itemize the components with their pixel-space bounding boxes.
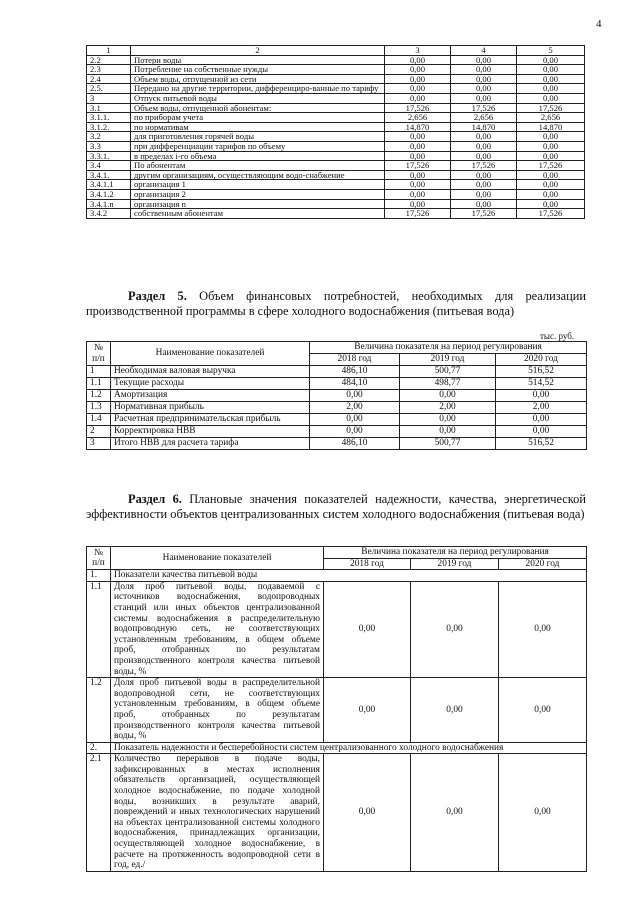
row-num: 3.4.1. bbox=[87, 170, 131, 180]
value-cell: 2,00 bbox=[496, 402, 587, 414]
table-row bbox=[87, 390, 587, 402]
value-cell: 0,00 bbox=[499, 754, 587, 872]
water-volume-table-body bbox=[87, 55, 585, 218]
row-num: 2.2 bbox=[87, 55, 131, 65]
value-cell: 0,00 bbox=[517, 132, 585, 142]
table-row bbox=[87, 84, 585, 94]
row-label: организация 1 bbox=[131, 180, 385, 190]
reliability-indicators-table bbox=[86, 546, 587, 872]
table-row bbox=[87, 438, 587, 450]
value-cell: 486,10 bbox=[310, 366, 400, 378]
table-row bbox=[87, 678, 587, 743]
value-cell: 0,00 bbox=[324, 754, 411, 872]
section-title: Показатели качества питьевой воды bbox=[111, 570, 587, 582]
row-num: 3.4 bbox=[87, 161, 131, 171]
value-cell: 0,00 bbox=[451, 189, 517, 199]
value-cell: 0,00 bbox=[451, 199, 517, 209]
value-cell: 0,00 bbox=[517, 180, 585, 190]
header-cell: 5 bbox=[517, 46, 585, 56]
header-cell: 1 bbox=[87, 46, 131, 56]
section5-title-text: Объем финансовых потребностей, необходимых для реализации производственной программы в сфере холодного водоснабжения (питьевая вода) bbox=[86, 289, 586, 318]
section6-title-text: Плановые значения показателей надежности, качества, энергетической эффективности объектов централизованных систем холодного водоснабжения (питьевая вода) bbox=[86, 492, 586, 521]
value-cell: 17,526 bbox=[451, 161, 517, 171]
table-row bbox=[87, 189, 585, 199]
value-cell: 0,00 bbox=[517, 65, 585, 75]
value-cell: 0,00 bbox=[451, 65, 517, 75]
col-group-header: Величина показателя на период регулирования bbox=[324, 547, 587, 559]
row-num: 3.1.1. bbox=[87, 113, 131, 123]
value-cell: 0,00 bbox=[517, 189, 585, 199]
value-cell: 17,526 bbox=[451, 209, 517, 219]
section-row bbox=[87, 570, 587, 582]
table-row bbox=[87, 581, 587, 677]
value-cell: 0,00 bbox=[496, 390, 587, 402]
row-label: Нормативная прибыль bbox=[111, 402, 310, 414]
row-num: 2.3 bbox=[87, 65, 131, 75]
value-cell: 0,00 bbox=[400, 390, 496, 402]
value-cell: 17,526 bbox=[517, 103, 585, 113]
row-label: Отпуск питьевой воды bbox=[131, 93, 385, 103]
value-cell: 0,00 bbox=[517, 199, 585, 209]
row-num: 1.1 bbox=[87, 581, 111, 677]
value-cell: 0,00 bbox=[400, 426, 496, 438]
value-cell: 0,00 bbox=[496, 414, 587, 426]
table-row bbox=[87, 132, 585, 142]
value-cell: 2,00 bbox=[310, 402, 400, 414]
row-label: Передано на другие территории, дифференциро-ванные по тарифу bbox=[131, 84, 385, 94]
row-label: Текущие расходы bbox=[111, 378, 310, 390]
section6-title-bold: Раздел 6. bbox=[128, 492, 182, 506]
value-cell: 0,00 bbox=[517, 74, 585, 84]
row-num: 1 bbox=[87, 366, 111, 378]
table-row bbox=[87, 199, 585, 209]
value-cell: 0,00 bbox=[451, 55, 517, 65]
table-row bbox=[87, 366, 587, 378]
row-label: собственным абонентам bbox=[131, 209, 385, 219]
row-label: при дифференциации тарифов по объему bbox=[131, 141, 385, 151]
value-cell: 516,52 bbox=[496, 366, 587, 378]
value-cell: 0,00 bbox=[411, 581, 499, 677]
value-cell: 2,00 bbox=[400, 402, 496, 414]
row-num: 2.1 bbox=[87, 754, 111, 872]
table-row bbox=[87, 103, 585, 113]
page-number: 4 bbox=[596, 18, 602, 30]
table-row bbox=[87, 754, 587, 872]
financial-needs-table-body bbox=[87, 366, 587, 450]
row-label: Расчетная предпринимательская прибыль bbox=[111, 414, 310, 426]
row-label: Доля проб питьевой воды, подаваемой с источников водоснабжения, водопроводных станций или иных объектов централизованной системы водоснабжения в распределительную водопроводную сеть, не соответствующих установленным требованиям, в общем объеме проб, отобранных по результатам производственного контроля качества питьевой воды, % bbox=[111, 581, 324, 677]
table-row bbox=[87, 141, 585, 151]
value-cell: 0,00 bbox=[517, 170, 585, 180]
row-num: 1.2 bbox=[87, 390, 111, 402]
value-cell: 0,00 bbox=[517, 55, 585, 65]
value-cell: 0,00 bbox=[310, 426, 400, 438]
value-cell: 0,00 bbox=[451, 93, 517, 103]
row-num: 1.2 bbox=[87, 678, 111, 743]
table-header-row bbox=[87, 46, 585, 56]
table-row bbox=[87, 426, 587, 438]
value-cell: 486,10 bbox=[310, 438, 400, 450]
row-num: 3 bbox=[87, 438, 111, 450]
value-cell: 17,526 bbox=[451, 103, 517, 113]
value-cell: 0,00 bbox=[517, 141, 585, 151]
table-header-row bbox=[87, 547, 587, 559]
value-cell: 0,00 bbox=[451, 141, 517, 151]
value-cell: 0,00 bbox=[517, 151, 585, 161]
year-header: 2020 год bbox=[496, 354, 587, 366]
table-row bbox=[87, 55, 585, 65]
value-cell: 17,526 bbox=[385, 209, 451, 219]
section6-title bbox=[86, 492, 586, 522]
row-num: 3.1 bbox=[87, 103, 131, 113]
row-num: 1.1 bbox=[87, 378, 111, 390]
value-cell: 0,00 bbox=[324, 678, 411, 743]
header-cell: 4 bbox=[451, 46, 517, 56]
value-cell: 2,656 bbox=[517, 113, 585, 123]
row-label: Итого НВВ для расчета тарифа bbox=[111, 438, 310, 450]
value-cell: 0,00 bbox=[385, 132, 451, 142]
value-cell: 0,00 bbox=[499, 678, 587, 743]
value-cell: 500,77 bbox=[400, 438, 496, 450]
value-cell: 0,00 bbox=[385, 189, 451, 199]
table-row bbox=[87, 122, 585, 132]
value-cell: 0,00 bbox=[385, 74, 451, 84]
row-label: по приборам учета bbox=[131, 113, 385, 123]
table-row bbox=[87, 170, 585, 180]
water-volume-table bbox=[86, 45, 585, 219]
value-cell: 0,00 bbox=[385, 199, 451, 209]
row-label: Объем воды, отпущенной абонентам: bbox=[131, 103, 385, 113]
value-cell: 516,52 bbox=[496, 438, 587, 450]
section-title: Показатель надежности и бесперебойности систем централизованного холодного водоснабжения bbox=[111, 742, 587, 754]
table-row bbox=[87, 93, 585, 103]
row-num: 1. bbox=[87, 570, 111, 582]
value-cell: 14,870 bbox=[385, 122, 451, 132]
row-num: 3.3 bbox=[87, 141, 131, 151]
table-row bbox=[87, 414, 587, 426]
value-cell: 500,77 bbox=[400, 366, 496, 378]
value-cell: 17,526 bbox=[385, 161, 451, 171]
value-cell: 0,00 bbox=[411, 754, 499, 872]
value-cell: 0,00 bbox=[385, 141, 451, 151]
header-cell: 3 bbox=[385, 46, 451, 56]
row-label: По абонентам bbox=[131, 161, 385, 171]
row-label: Амортизация bbox=[111, 390, 310, 402]
table-row bbox=[87, 74, 585, 84]
section5-title-bold: Раздел 5. bbox=[128, 289, 187, 303]
row-label: другим организациям, осуществляющим водо-снабжение bbox=[131, 170, 385, 180]
value-cell: 2,656 bbox=[451, 113, 517, 123]
value-cell: 0,00 bbox=[385, 180, 451, 190]
value-cell: 514,52 bbox=[496, 378, 587, 390]
row-num: 2. bbox=[87, 742, 111, 754]
table-row bbox=[87, 209, 585, 219]
row-num: 2.5. bbox=[87, 84, 131, 94]
row-num: 3.1.2. bbox=[87, 122, 131, 132]
col-name-header: Наименование показателей bbox=[111, 547, 324, 570]
year-header: 2020 год bbox=[499, 558, 587, 570]
row-num: 3.4.1.1 bbox=[87, 180, 131, 190]
value-cell: 0,00 bbox=[310, 390, 400, 402]
value-cell: 0,00 bbox=[451, 170, 517, 180]
table-row bbox=[87, 113, 585, 123]
table-row bbox=[87, 378, 587, 390]
row-label: Доля проб питьевой воды в распределительной водопроводной сети, не соответствующих установленным требованиям, в общем объеме проб, отобранных по результатам производственного контроля качества питьевой воды, % bbox=[111, 678, 324, 743]
value-cell: 0,00 bbox=[385, 170, 451, 180]
row-label: Корректировка НВВ bbox=[111, 426, 310, 438]
row-num: 3.2 bbox=[87, 132, 131, 142]
table-row bbox=[87, 151, 585, 161]
section5-title bbox=[86, 289, 586, 319]
header-cell: 2 bbox=[131, 46, 385, 56]
row-num: 3.4.2 bbox=[87, 209, 131, 219]
value-cell: 484,10 bbox=[310, 378, 400, 390]
value-cell: 0,00 bbox=[385, 84, 451, 94]
row-label: Необходимая валовая выручка bbox=[111, 366, 310, 378]
row-num: 2 bbox=[87, 426, 111, 438]
value-cell: 0,00 bbox=[517, 93, 585, 103]
value-cell: 0,00 bbox=[517, 84, 585, 94]
year-header: 2018 год bbox=[324, 558, 411, 570]
row-num: 1.3 bbox=[87, 402, 111, 414]
row-label: по нормативам bbox=[131, 122, 385, 132]
value-cell: 498,77 bbox=[400, 378, 496, 390]
value-cell: 0,00 bbox=[411, 678, 499, 743]
value-cell: 17,526 bbox=[517, 209, 585, 219]
value-cell: 0,00 bbox=[496, 426, 587, 438]
col-num-header: № п/п bbox=[87, 342, 111, 366]
value-cell: 0,00 bbox=[324, 581, 411, 677]
col-name-header: Наименование показателей bbox=[111, 342, 310, 366]
value-cell: 14,870 bbox=[451, 122, 517, 132]
table-row bbox=[87, 161, 585, 171]
row-label: Потребление на собственные нужды bbox=[131, 65, 385, 75]
value-cell: 14,870 bbox=[517, 122, 585, 132]
year-header: 2019 год bbox=[411, 558, 499, 570]
col-group-header: Величина показателя на период регулирования bbox=[310, 342, 587, 354]
value-cell: 0,00 bbox=[499, 581, 587, 677]
row-label: в пределах i-го объема bbox=[131, 151, 385, 161]
row-label: для приготовления горячей воды bbox=[131, 132, 385, 142]
table-row bbox=[87, 180, 585, 190]
year-header: 2019 год bbox=[400, 354, 496, 366]
value-cell: 0,00 bbox=[451, 180, 517, 190]
row-label: организация n bbox=[131, 199, 385, 209]
table-row bbox=[87, 402, 587, 414]
value-cell: 0,00 bbox=[451, 74, 517, 84]
row-label: Количество перерывов в подаче воды, зафиксированных в местах исполнения обязательств организацией, осуществляющей холодное водоснабжение, по подаче холодной воды, возникших в результате аварий, повреждений и иных технологических нарушений на объектах централизованной системы холодного водоснабжения, принадлежащих организации, осуществляющей холодное водоснабжение, в расчете на протяженность водопроводной сети в год, ед./ bbox=[111, 754, 324, 872]
year-header: 2018 год bbox=[310, 354, 400, 366]
value-cell: 0,00 bbox=[451, 151, 517, 161]
row-num: 1.4 bbox=[87, 414, 111, 426]
value-cell: 0,00 bbox=[400, 414, 496, 426]
row-num: 3.4.1.n bbox=[87, 199, 131, 209]
row-num: 3.4.1.2 bbox=[87, 189, 131, 199]
value-cell: 17,526 bbox=[517, 161, 585, 171]
table-row bbox=[87, 65, 585, 75]
section-row bbox=[87, 742, 587, 754]
value-cell: 2,656 bbox=[385, 113, 451, 123]
section5-unit: тыс. руб. bbox=[540, 331, 575, 341]
table-header-row bbox=[87, 342, 587, 354]
value-cell: 0,00 bbox=[385, 55, 451, 65]
value-cell: 0,00 bbox=[310, 414, 400, 426]
row-label: Потери воды bbox=[131, 55, 385, 65]
row-num: 3 bbox=[87, 93, 131, 103]
value-cell: 17,526 bbox=[385, 103, 451, 113]
col-num-header: № п/п bbox=[87, 547, 111, 570]
row-label: Объем воды, отпущенной из сети bbox=[131, 74, 385, 84]
row-label: организация 2 bbox=[131, 189, 385, 199]
value-cell: 0,00 bbox=[385, 93, 451, 103]
row-num: 2.4 bbox=[87, 74, 131, 84]
value-cell: 0,00 bbox=[451, 132, 517, 142]
value-cell: 0,00 bbox=[385, 151, 451, 161]
financial-needs-table bbox=[86, 341, 587, 450]
row-num: 3.3.1. bbox=[87, 151, 131, 161]
value-cell: 0,00 bbox=[385, 65, 451, 75]
value-cell: 0,00 bbox=[451, 84, 517, 94]
